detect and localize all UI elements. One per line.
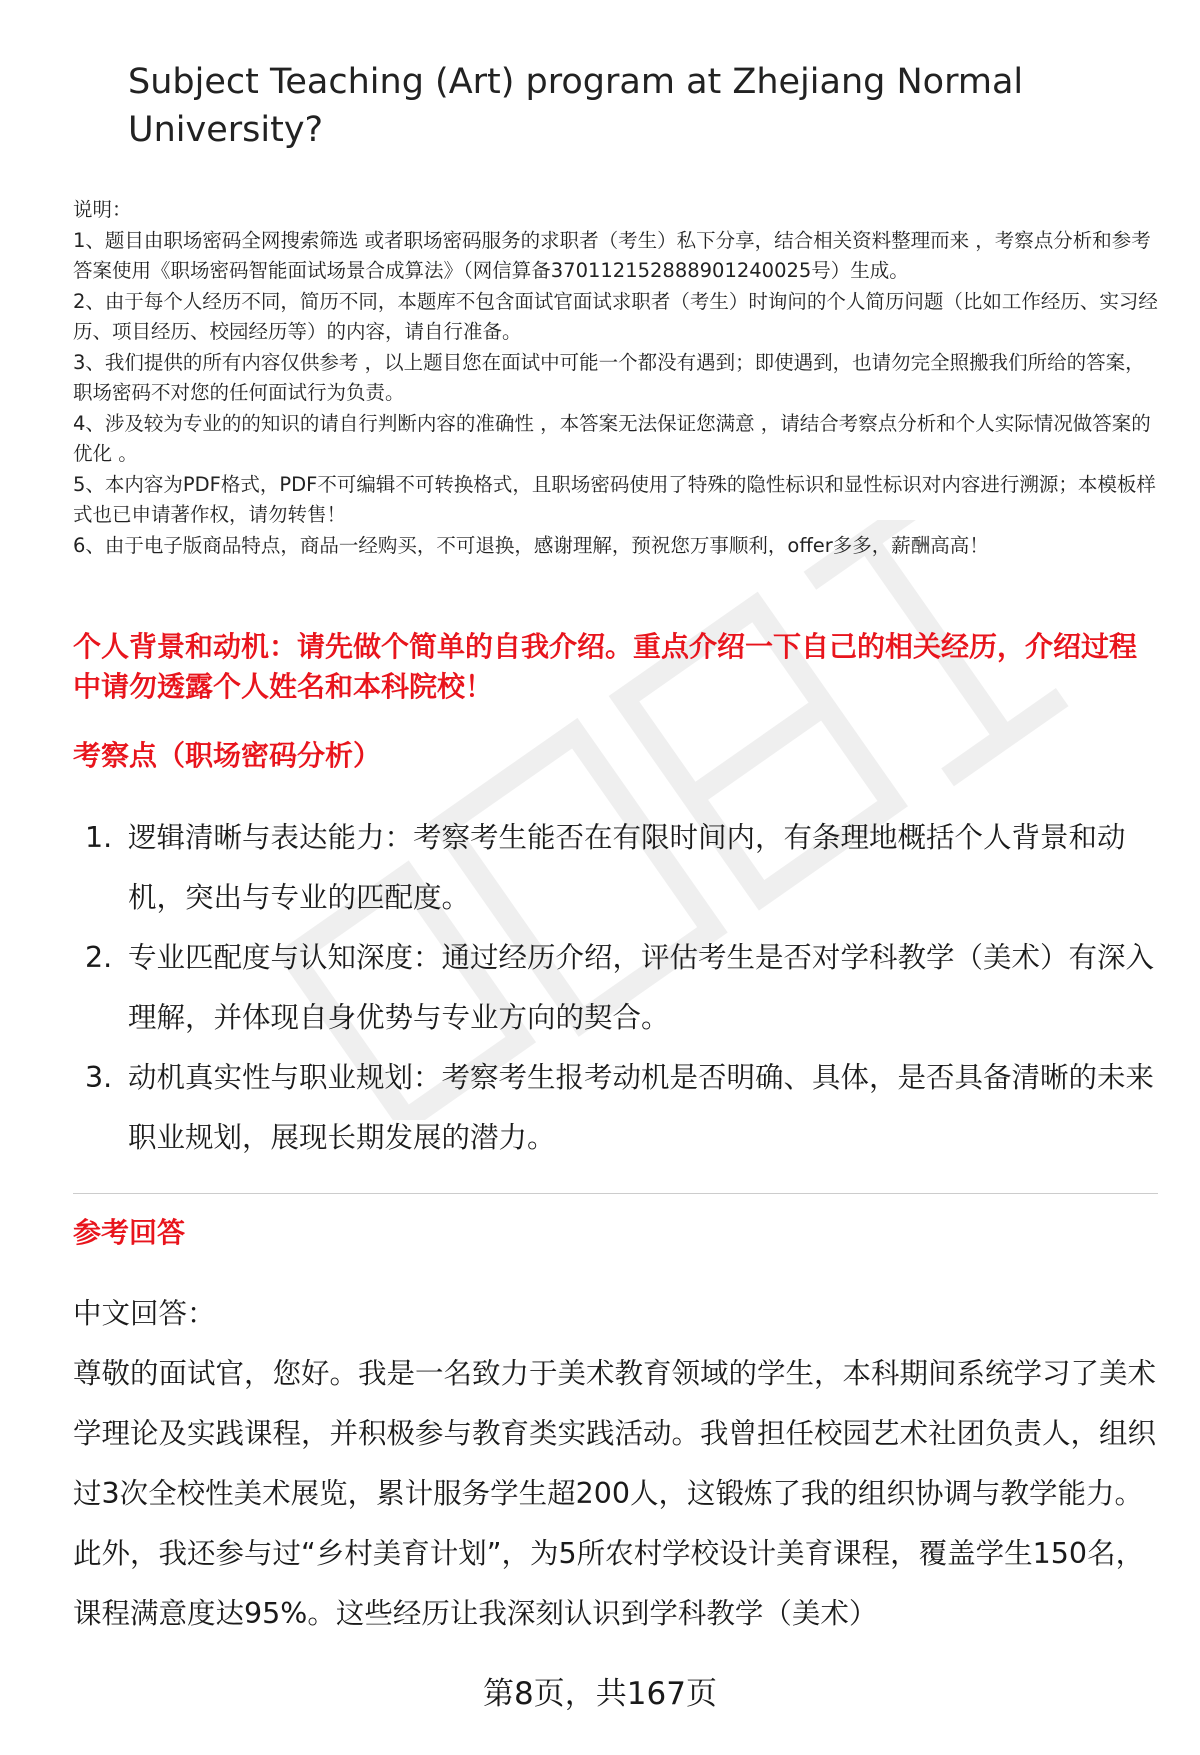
- answer-body: [73, 1284, 1158, 1644]
- analysis-points-list: [73, 808, 1158, 1168]
- list-item-number: 2.: [85, 941, 113, 974]
- list-item: [73, 1048, 1158, 1168]
- page-title: Subject Teaching (Art) program at Zhejiang Normal University?: [128, 62, 1024, 150]
- answer-label: 中文回答：: [73, 1297, 216, 1330]
- note-item: 6、由于电子版商品特点，商品一经购买，不可退换，感谢理解，预祝您万事顺利，offer多多，薪酬高高！: [73, 533, 989, 557]
- answer-text: 尊敬的面试官，您好。我是一名致力于美术教育领域的学生，本科期间系统学习了美术学理论及实践课程，并积极参与教育类实践活动。我曾担任校园艺术社团负责人，组织过3次全校性美术展览，累计服务学生超200人，这锻炼了我的组织协调与教学能力。此外，我还参与过“乡村美育计划”，为5所农村学校设计美育课程，覆盖学生150名，课程满意度达95%。这些经历让我深刻认识到学科教学（美术）: [73, 1357, 1157, 1630]
- notes-heading: 说明：: [73, 198, 132, 221]
- list-item-number: 1.: [85, 821, 113, 854]
- note-item: 3、我们提供的所有内容仅供参考 ，以上题目您在面试中可能一个都没有遇到；即使遇到，也请勿完全照搬我们所给的答案，职场密码不对您的任何面试行为负责。: [73, 350, 1145, 404]
- note-item: 1、题目由职场密码全网搜索筛选 或者职场密码服务的求职者（考生）私下分享，结合相关资料整理而来 ，考察点分析和参考答案使用《职场密码智能面试场景合成算法》（网信算备370112152888901240025号）生成。: [73, 228, 1151, 282]
- list-item-number: 3.: [85, 1061, 113, 1094]
- answer-heading: 参考回答: [73, 1216, 186, 1249]
- list-item-text: 动机真实性与职业规划：考察考生报考动机是否明确、具体，是否具备清晰的未来职业规划，展现长期发展的潜力。: [128, 1061, 1155, 1154]
- note-item: 4、涉及较为专业的的知识的请自行判断内容的准确性 ，本答案无法保证您满意 ，请结合考察点分析和个人实际情况做答案的优化 。: [73, 411, 1151, 465]
- analysis-heading: 考察点（职场密码分析）: [73, 739, 382, 772]
- page-number: 第8页，共167页: [483, 1676, 717, 1712]
- note-item: 5、本内容为PDF格式，PDF不可编辑不可转换格式，且职场密码使用了特殊的隐性标识和显性标识对内容进行溯源；本模板样式也已申请著作权，请勿转售！: [73, 472, 1156, 526]
- disclaimer-notes: [73, 195, 1158, 561]
- note-item: 2、由于每个人经历不同，简历不同，本题库不包含面试官面试求职者（考生）时询问的个人简历问题（比如工作经历、实习经历、项目经历、校园经历等）的内容，请自行准备。: [73, 289, 1158, 343]
- list-item-text: 专业匹配度与认知深度：通过经历介绍，评估考生是否对学科教学（美术）有深入理解，并体现自身优势与专业方向的契合。: [128, 941, 1155, 1034]
- interview-question: 个人背景和动机：请先做个简单的自我介绍。重点介绍一下自己的相关经历，介绍过程中请勿透露个人姓名和本科院校！: [73, 630, 1138, 703]
- list-item: [73, 928, 1158, 1048]
- section-divider: [73, 1193, 1158, 1194]
- list-item-text: 逻辑清晰与表达能力：考察考生能否在有限时间内，有条理地概括个人背景和动机，突出与专业的匹配度。: [128, 821, 1126, 914]
- list-item: [73, 808, 1158, 928]
